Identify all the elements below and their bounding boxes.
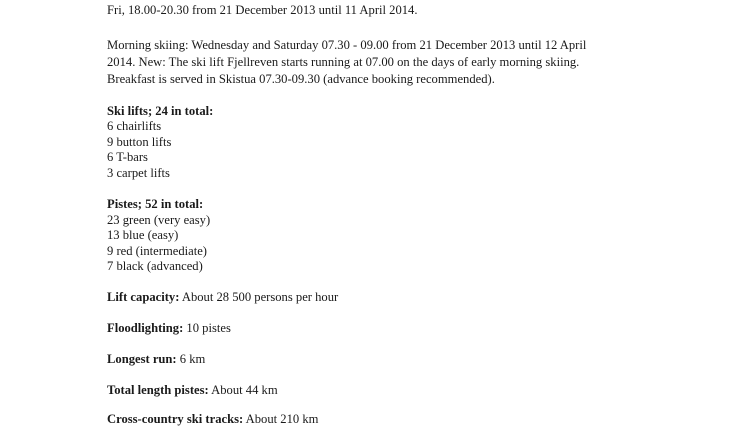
evening-hours-line: Fri, 18.00-20.30 from 21 December 2013 until 11 April 2014. (107, 3, 418, 17)
ski-lift-item: 9 button lifts (107, 135, 172, 149)
fact-value: 6 km (176, 352, 206, 366)
fact-value: About 28 500 persons per hour (179, 290, 339, 304)
fact-label: Lift capacity: (107, 290, 180, 304)
fact-label: Cross-country ski tracks: (107, 412, 244, 426)
morning-skiing-line-2: 2014. New: The ski lift Fjellreven starts running at 07.00 on the days of early morning skiing. (107, 55, 580, 69)
fact-value: About 44 km (208, 383, 278, 397)
fact-value: About 210 km (243, 412, 319, 426)
piste-item: 9 red (intermediate) (107, 244, 207, 258)
longest-run-row (107, 351, 205, 367)
ski-lifts-heading: Ski lifts; 24 in total: (107, 104, 214, 118)
fact-value: 10 pistes (183, 321, 231, 335)
piste-item: 23 green (very easy) (107, 213, 211, 227)
ski-lift-item: 3 carpet lifts (107, 166, 170, 180)
morning-skiing-line-1: Morning skiing: Wednesday and Saturday 07.30 - 09.00 from 21 December 2013 until 12 April (107, 38, 587, 52)
cross-country-row (107, 411, 318, 427)
fact-label: Floodlighting: (107, 321, 184, 335)
pistes-heading: Pistes; 52 in total: (107, 197, 204, 211)
ski-lift-item: 6 T-bars (107, 150, 148, 164)
lift-capacity-row (107, 289, 338, 305)
fact-label: Longest run: (107, 352, 177, 366)
piste-item: 7 black (advanced) (107, 259, 203, 273)
ski-lift-item: 6 chairlifts (107, 119, 162, 133)
floodlighting-row (107, 320, 231, 336)
piste-item: 13 blue (easy) (107, 228, 179, 242)
morning-skiing-line-3: Breakfast is served in Skistua 07.30-09.30 (advance booking recommended). (107, 72, 495, 86)
fact-label: Total length pistes: (107, 383, 209, 397)
total-length-row (107, 382, 278, 398)
